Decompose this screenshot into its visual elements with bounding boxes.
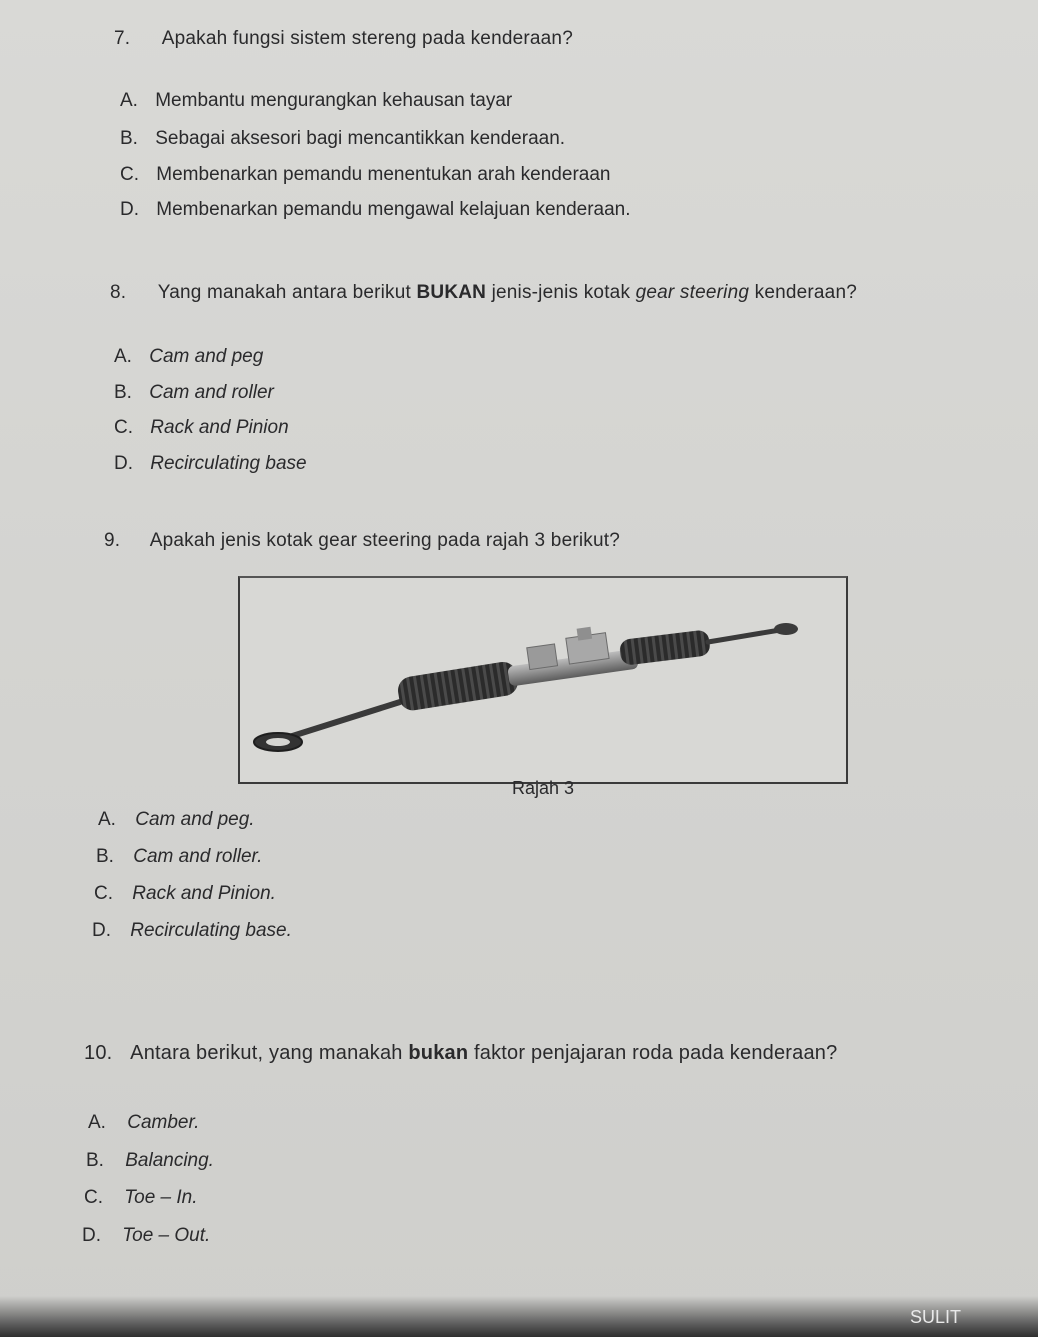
question-text-end: faktor penjajaran roda pada kenderaan?	[468, 1042, 838, 1064]
option-letter: A.	[114, 346, 132, 367]
question-number: 9.	[104, 530, 121, 551]
option-letter: A.	[88, 1112, 106, 1133]
option-letter: C.	[84, 1187, 103, 1208]
option-a	[88, 1112, 199, 1134]
option-a	[120, 90, 512, 112]
question-number: 7.	[114, 28, 131, 49]
question-7	[114, 28, 573, 50]
option-text: Cam and peg	[149, 346, 264, 367]
option-text: Membenarkan pemandu mengawal kelajuan kenderaan.	[156, 199, 631, 220]
option-letter: D.	[92, 920, 111, 941]
option-letter: A.	[120, 90, 138, 111]
figure-caption: Rajah 3	[512, 778, 575, 798]
question-emphasis: bukan	[408, 1042, 469, 1064]
option-d	[114, 453, 307, 475]
option-letter: A.	[98, 809, 116, 830]
option-letter: C.	[114, 417, 133, 438]
option-letter: D.	[114, 453, 133, 474]
question-text: Apakah jenis kotak gear steering pada rajah 3 berikut?	[149, 530, 620, 551]
option-d	[120, 199, 631, 221]
footer-label: SULIT	[910, 1307, 962, 1327]
option-text: Toe – In.	[124, 1187, 198, 1208]
option-text: Toe – Out.	[122, 1225, 211, 1246]
option-text: Camber.	[127, 1112, 200, 1133]
option-d	[82, 1225, 210, 1247]
option-a	[98, 809, 255, 831]
option-text: Rack and Pinion	[150, 417, 289, 438]
option-text: Cam and roller.	[133, 846, 263, 867]
question-text-start: Antara berikut, yang manakah	[130, 1042, 409, 1064]
option-letter: B.	[114, 382, 132, 403]
steering-rack-image	[240, 578, 846, 782]
option-letter: D.	[120, 199, 139, 220]
question-8	[110, 282, 857, 304]
option-letter: B.	[86, 1150, 104, 1171]
option-b	[86, 1150, 214, 1172]
question-term: gear steering	[635, 282, 750, 303]
question-number: 8.	[110, 282, 127, 303]
option-b	[114, 382, 274, 404]
option-c	[120, 164, 610, 186]
question-9	[104, 530, 620, 552]
option-text: Recirculating base.	[130, 920, 292, 941]
question-number: 10.	[84, 1042, 113, 1064]
option-c	[84, 1187, 198, 1209]
page-bottom-edge	[0, 1296, 1038, 1337]
option-letter: B.	[120, 128, 138, 149]
question-text-mid: jenis-jenis kotak	[486, 282, 636, 303]
option-letter: B.	[96, 846, 114, 867]
option-c	[94, 883, 276, 905]
figure-rajah-3	[238, 576, 848, 784]
question-text-end: kenderaan?	[749, 282, 857, 303]
question-emphasis: BUKAN	[416, 282, 487, 303]
option-text: Membenarkan pemandu menentukan arah kenderaan	[156, 164, 611, 185]
option-b	[120, 128, 565, 150]
option-text: Rack and Pinion.	[132, 883, 276, 904]
option-d	[92, 920, 292, 942]
option-text: Recirculating base	[150, 453, 307, 474]
option-c	[114, 417, 289, 439]
option-text: Cam and peg.	[135, 809, 255, 830]
question-text: Apakah fungsi sistem stereng pada kenderaan?	[161, 28, 573, 49]
option-text: Sebagai aksesori bagi mencantikkan kenderaan.	[155, 128, 566, 149]
option-b	[96, 846, 262, 868]
option-letter: C.	[94, 883, 113, 904]
option-text: Cam and roller	[149, 382, 274, 403]
option-a	[114, 346, 263, 368]
option-letter: C.	[120, 164, 139, 185]
option-letter: D.	[82, 1225, 101, 1246]
option-text: Balancing.	[125, 1150, 214, 1171]
question-text-start: Yang manakah antara berikut	[157, 282, 417, 303]
option-text: Membantu mengurangkan kehausan tayar	[155, 90, 513, 111]
question-10	[84, 1042, 837, 1065]
